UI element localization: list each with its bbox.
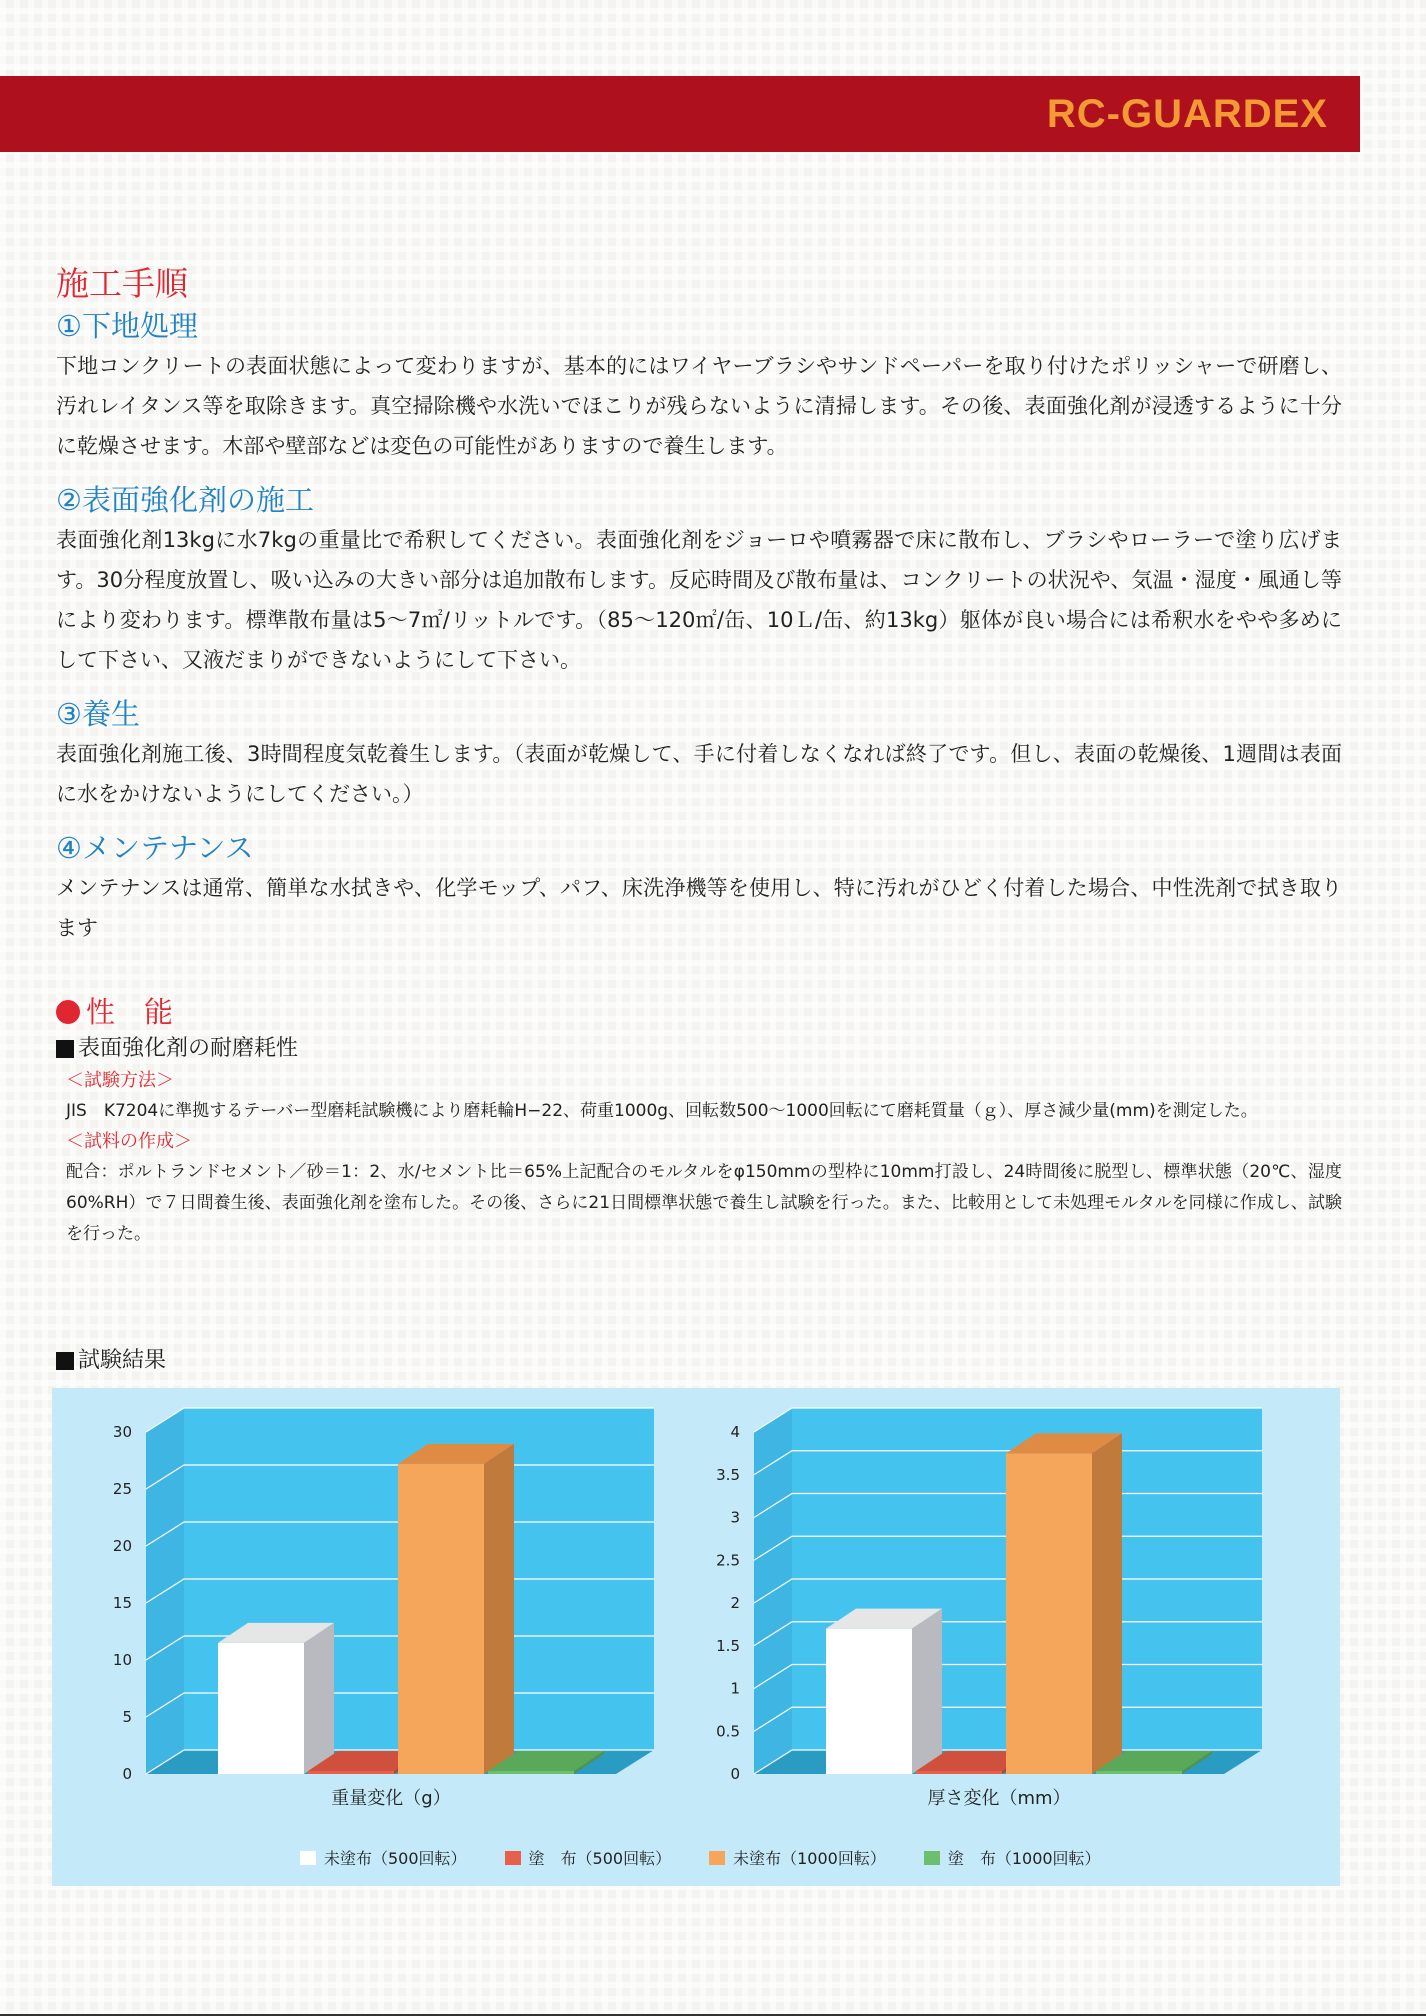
section-text: 表面強化剤施工後、3時間程度気乾養生します。（表面が乾燥して、手に付着しなくなれば終了です。但し、表面の乾燥後、1週間は表面に水をかけないようにしてください。） — [56, 742, 1342, 806]
bar-side — [484, 1444, 514, 1774]
tick-label: 4 — [730, 1423, 740, 1441]
x-axis-label: 厚さ変化（mm） — [927, 1788, 1071, 1809]
section-text: 表面強化剤13kgに水7kgの重量比で希釈してください。表面強化剤をジョーロや噴霧器で床に散布し、ブラシやローラーで塗り広げます。30分程度放置し、吸い込みの大きい部分は追加散布します。反応時間及び散布量は、コンクリートの状況や、気温・湿度・風通し等により変わります。標準散布量は5〜7㎡/リットルです。（85〜120㎡/缶、10Ｌ/缶、約13kg）躯体が良い場合には希釈水をやや多めにして下さい、又液だまりができないようにして下さい。 — [56, 528, 1342, 672]
method-label: ＜試験方法＞ — [66, 1070, 174, 1091]
header-band — [0, 76, 1360, 152]
results-charts — [52, 1388, 1340, 1838]
tick-label: 25 — [112, 1480, 132, 1498]
section-heading: ③養生 — [56, 697, 140, 731]
bar — [1006, 1453, 1092, 1774]
performance-subtitle-text: 表面強化剤の耐磨耗性 — [78, 1036, 299, 1061]
performance-title-text: 性 能 — [86, 995, 174, 1029]
tick-label: 1.5 — [716, 1636, 740, 1655]
bar — [826, 1629, 912, 1774]
tick-label: 1 — [730, 1679, 740, 1698]
black-square-icon — [56, 1040, 74, 1058]
legend-label: 塗 布（1000回転） — [947, 1849, 1101, 1868]
bar — [916, 1771, 1002, 1774]
results-title — [56, 1344, 166, 1378]
tick-label: 2.5 — [716, 1551, 740, 1570]
tick-label: 2 — [730, 1594, 740, 1612]
legend-item — [709, 1846, 886, 1869]
legend-swatch — [709, 1851, 725, 1865]
bar-side — [1092, 1433, 1122, 1774]
brand-logo: RC-GUARDEX — [1046, 92, 1328, 136]
black-square-icon — [56, 1352, 74, 1370]
procedure-content — [56, 262, 1342, 1250]
results-chart-panel — [52, 1388, 1340, 1886]
section-curing — [56, 694, 1342, 814]
procedure-title: 施工手順 — [56, 264, 188, 303]
tick-label: 3.5 — [716, 1465, 740, 1484]
performance-section — [56, 992, 1342, 1250]
bar-side — [912, 1609, 942, 1774]
legend-swatch — [300, 1851, 316, 1865]
section-heading: ②表面強化剤の施工 — [56, 483, 314, 517]
section-heading: ④メンテナンス — [56, 831, 254, 865]
bar — [398, 1464, 484, 1774]
section-heading: ①下地処理 — [56, 309, 198, 343]
bar — [488, 1771, 574, 1774]
red-dot-icon — [56, 1000, 80, 1024]
legend-label: 未塗布（500回転） — [324, 1849, 467, 1868]
bar-side — [304, 1623, 334, 1774]
method-text: JIS K7204に準拠するテーバー型磨耗試験機により磨耗輪H−22、荷重1000g、回転数500〜1000回転にて磨耗質量（ｇ）、厚さ減少量(mm)を測定した。 — [66, 1101, 1258, 1121]
tick-label: 0 — [730, 1765, 740, 1783]
section-application — [56, 480, 1342, 680]
section-text: メンテナンスは通常、簡単な水拭きや、化学モップ、パフ、床洗浄機等を使用し、特に汚れがひどく付着した場合、中性洗剤で拭き取ります — [56, 876, 1342, 940]
tick-label: 15 — [112, 1594, 132, 1612]
legend-item — [505, 1846, 672, 1869]
tick-label: 10 — [112, 1651, 132, 1669]
tick-label: 30 — [112, 1423, 132, 1441]
legend-item — [300, 1846, 467, 1869]
bar — [308, 1771, 394, 1774]
section-maintenance — [56, 828, 1342, 948]
tick-label: 20 — [112, 1537, 132, 1555]
section-text: 下地コンクリートの表面状態によって変わりますが、基本的にはワイヤーブラシやサンドペーパーを取り付けたポリッシャーで研磨し、汚れレイタンス等を取除きます。真空掃除機や水洗いでほこりが残らないように清掃します。その後、表面強化剤が浸透するように十分に乾燥させます。木部や壁部などは変色の可能性がありますので養生します。 — [56, 354, 1342, 458]
performance-subtitle — [56, 1032, 1342, 1066]
legend-swatch — [505, 1851, 521, 1865]
sample-text: 配合：ポルトランドセメント／砂＝1：2、水/セメント比＝65%上記配合のモルタルをφ150mmの型枠に10mm打設し、24時間後に脱型し、標準状態（20℃、湿度60%RH）で７日間養生後、表面強化剤を塗布した。その後、さらに21日間標準状態で養生し試験を行った。また、比較用として未処理モルタルを同様に作成し、試験を行った。 — [66, 1162, 1342, 1244]
performance-title — [56, 992, 1342, 1032]
legend-swatch — [924, 1851, 940, 1865]
legend-label: 塗 布（500回転） — [528, 1849, 672, 1868]
chart-legend — [300, 1846, 1139, 1869]
bar — [1096, 1771, 1182, 1774]
legend-label: 未塗布（1000回転） — [733, 1849, 886, 1868]
x-axis-label: 重量変化（g） — [331, 1788, 451, 1809]
results-title-text: 試験結果 — [78, 1348, 167, 1373]
tick-label: 0 — [122, 1765, 132, 1783]
bar — [218, 1643, 304, 1774]
tick-label: 5 — [122, 1708, 132, 1726]
legend-item — [924, 1846, 1101, 1869]
tick-label: 0.5 — [716, 1722, 740, 1741]
sample-label: ＜試料の作成＞ — [66, 1131, 192, 1152]
section-preparation — [56, 306, 1342, 466]
tick-label: 3 — [730, 1508, 740, 1527]
